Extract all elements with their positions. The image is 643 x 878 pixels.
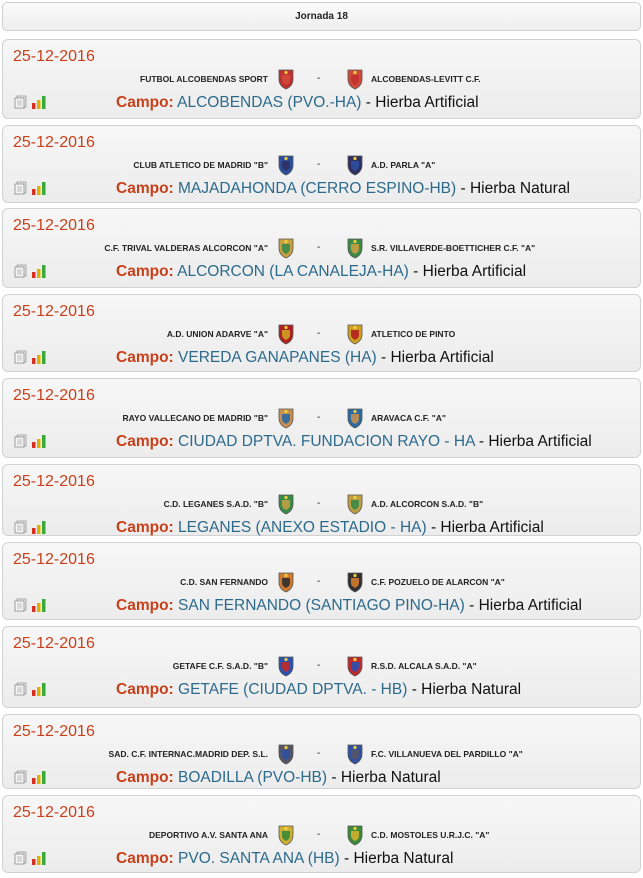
round-title: Jornada 18: [295, 11, 348, 22]
home-crest-icon: [276, 743, 296, 765]
venue-separator: -: [460, 180, 470, 197]
venue-label: Campo:: [116, 94, 174, 111]
versus-separator: -: [317, 748, 321, 759]
home-team-name[interactable]: CLUB ATLETICO DE MADRID "B": [133, 160, 268, 170]
bar-chart-icon: [31, 434, 47, 448]
venue-name[interactable]: MAJADAHONDA (CERRO ESPINO-HB): [178, 180, 457, 197]
home-crest-icon: [276, 68, 296, 90]
away-crest-icon: [345, 824, 365, 846]
venue-separator: -: [381, 349, 391, 366]
home-crest-icon: [276, 407, 296, 429]
venue-line: [116, 850, 453, 868]
match-card[interactable]: [2, 542, 641, 620]
match-date: 25-12-2016: [13, 134, 95, 151]
away-team-crest[interactable]: [345, 154, 365, 176]
document-icon: [14, 598, 28, 612]
away-team-crest[interactable]: [345, 323, 365, 345]
home-team-crest[interactable]: [276, 154, 296, 176]
versus-separator: -: [317, 328, 321, 339]
home-team-crest[interactable]: [276, 824, 296, 846]
bar-chart-icon: [31, 350, 47, 364]
home-crest-icon: [276, 237, 296, 259]
versus-separator: -: [317, 73, 321, 84]
match-date: 25-12-2016: [13, 217, 95, 234]
home-crest-icon: [276, 571, 296, 593]
match-actions: [14, 851, 50, 865]
match-date: 25-12-2016: [13, 303, 95, 320]
document-icon: [14, 181, 28, 195]
surface-type: Hierba Artificial: [390, 349, 494, 366]
match-teams: [3, 407, 642, 429]
match-card[interactable]: [2, 378, 641, 458]
away-crest-icon: [345, 655, 365, 677]
home-team-name[interactable]: C.D. SAN FERNANDO: [180, 577, 268, 587]
match-stats-icon[interactable]: [31, 851, 47, 865]
away-team-crest[interactable]: [345, 493, 365, 515]
match-card[interactable]: [2, 714, 641, 789]
venue-line: [116, 349, 494, 367]
venue-separator: -: [365, 94, 376, 111]
home-crest-icon: [276, 493, 296, 515]
away-team-name[interactable]: ATLETICO DE PINTO: [371, 329, 456, 339]
match-actions: [14, 682, 50, 696]
match-card[interactable]: [2, 39, 641, 119]
venue-label: Campo:: [116, 681, 174, 698]
home-team-crest[interactable]: [276, 68, 296, 90]
venue-label: Campo:: [116, 769, 174, 786]
match-report-icon[interactable]: [14, 520, 28, 534]
bar-chart-icon: [31, 682, 47, 696]
away-crest-icon: [345, 323, 365, 345]
away-team-name[interactable]: A.D. ALCORCON S.A.D. "B": [371, 499, 484, 509]
home-team-name[interactable]: FUTBOL ALCOBENDAS SPORT: [140, 74, 268, 84]
match-actions: [14, 770, 50, 784]
away-team-crest[interactable]: [345, 655, 365, 677]
venue-line: [116, 94, 479, 112]
home-crest-icon: [276, 655, 296, 677]
match-report-icon[interactable]: [14, 95, 28, 109]
home-team-name[interactable]: SAD. C.F. INTERNAC.MADRID DEP. S.L.: [108, 749, 268, 759]
venue-separator: -: [469, 597, 479, 614]
versus-separator: -: [317, 576, 321, 587]
home-team-crest[interactable]: [276, 743, 296, 765]
home-crest-icon: [276, 824, 296, 846]
venue-separator: -: [331, 769, 341, 786]
match-report-icon[interactable]: [14, 350, 28, 364]
venue-separator: -: [343, 850, 354, 867]
away-team-name[interactable]: R.S.D. ALCALA S.A.D. "A": [371, 661, 477, 671]
away-team-crest[interactable]: [345, 824, 365, 846]
venue-line: [116, 681, 521, 699]
venue-label: Campo:: [116, 433, 174, 450]
away-team-name[interactable]: F.C. VILLANUEVA DEL PARDILLO "A": [371, 749, 523, 759]
surface-type: Hierba Artificial: [478, 597, 582, 614]
match-report-icon[interactable]: [14, 682, 28, 696]
away-team-name[interactable]: ARAVACA C.F. "A": [371, 413, 446, 423]
match-teams: [3, 743, 642, 765]
venue-separator: -: [413, 263, 423, 280]
away-team-name[interactable]: A.D. PARLA "A": [371, 160, 436, 170]
versus-separator: -: [317, 660, 321, 671]
away-team-crest[interactable]: [345, 571, 365, 593]
match-report-icon[interactable]: [14, 434, 28, 448]
away-team-crest[interactable]: [345, 407, 365, 429]
match-actions: [14, 181, 50, 195]
venue-line: [116, 433, 592, 451]
match-date: 25-12-2016: [13, 48, 95, 65]
away-crest-icon: [345, 407, 365, 429]
bar-chart-icon: [31, 770, 47, 784]
venue-name[interactable]: VEREDA GANAPANES (HA): [178, 349, 377, 366]
match-teams: [3, 571, 642, 593]
document-icon: [14, 682, 28, 696]
home-team-name[interactable]: GETAFE C.F. S.A.D. "B": [172, 661, 268, 671]
home-team-name[interactable]: RAYO VALLECANO DE MADRID "B": [122, 413, 268, 423]
versus-separator: -: [317, 829, 321, 840]
match-card[interactable]: [2, 464, 641, 536]
match-card[interactable]: [2, 626, 641, 708]
home-team-crest[interactable]: [276, 655, 296, 677]
venue-name[interactable]: ALCORCON (LA CANALEJA-HA): [177, 263, 409, 280]
home-team-name[interactable]: C.D. LEGANES S.A.D. "B": [163, 499, 268, 509]
bar-chart-icon: [31, 598, 47, 612]
match-teams: [3, 323, 642, 345]
match-teams: [3, 154, 642, 176]
venue-name[interactable]: GETAFE (CIUDAD DPTVA. - HB): [178, 681, 408, 698]
document-icon: [14, 95, 28, 109]
away-team-crest[interactable]: [345, 68, 365, 90]
surface-type: Hierba Artificial: [422, 263, 527, 280]
home-team-crest[interactable]: [276, 571, 296, 593]
away-team-name[interactable]: S.R. VILLAVERDE-BOETTICHER C.F. "A": [371, 243, 536, 253]
match-teams: [3, 493, 642, 515]
bar-chart-icon: [31, 851, 47, 865]
match-teams: [3, 824, 642, 846]
match-actions: [14, 598, 50, 612]
match-card[interactable]: [2, 795, 641, 873]
venue-separator: -: [411, 681, 422, 698]
match-date: 25-12-2016: [13, 804, 95, 821]
venue-label: Campo:: [116, 349, 174, 366]
round-header: [2, 2, 641, 31]
match-stats-icon[interactable]: [31, 682, 47, 696]
match-stats-icon[interactable]: [31, 520, 47, 534]
match-stats-icon[interactable]: [31, 350, 47, 364]
match-stats-icon[interactable]: [31, 181, 47, 195]
venue-label: Campo:: [116, 263, 174, 280]
match-actions: [14, 520, 50, 534]
versus-separator: -: [317, 498, 321, 509]
surface-type: Hierba Natural: [469, 180, 570, 197]
venue-name[interactable]: BOADILLA (PVO-HB): [178, 769, 328, 786]
away-team-name[interactable]: ALCOBENDAS-LEVITT C.F.: [371, 74, 481, 84]
match-date: 25-12-2016: [13, 473, 95, 490]
match-date: 25-12-2016: [13, 723, 95, 740]
versus-separator: -: [317, 159, 321, 170]
surface-type: Hierba Artificial: [440, 519, 544, 536]
venue-name[interactable]: CIUDAD DPTVA. FUNDACION RAYO - HA: [178, 433, 475, 450]
home-crest-icon: [276, 323, 296, 345]
document-icon: [14, 350, 28, 364]
away-team-crest[interactable]: [345, 743, 365, 765]
match-report-icon[interactable]: [14, 851, 28, 865]
document-icon: [14, 770, 28, 784]
document-icon: [14, 851, 28, 865]
away-crest-icon: [345, 493, 365, 515]
match-stats-icon[interactable]: [31, 95, 47, 109]
venue-name[interactable]: SAN FERNANDO (SANTIAGO PINO-HA): [178, 597, 465, 614]
venue-label: Campo:: [116, 850, 174, 867]
document-icon: [14, 520, 28, 534]
match-stats-icon[interactable]: [31, 598, 47, 612]
venue-name[interactable]: LEGANES (ANEXO ESTADIO - HA): [178, 519, 427, 536]
venue-name[interactable]: PVO. SANTA ANA (HB): [178, 850, 340, 867]
home-team-name[interactable]: DEPORTIVO A.V. SANTA ANA: [148, 830, 268, 840]
versus-separator: -: [317, 412, 321, 423]
venue-line: [116, 519, 544, 537]
surface-type: Hierba Artificial: [488, 433, 592, 450]
surface-type: Hierba Natural: [421, 681, 522, 698]
home-crest-icon: [276, 154, 296, 176]
venue-line: [116, 769, 441, 787]
home-team-crest[interactable]: [276, 407, 296, 429]
bar-chart-icon: [31, 95, 47, 109]
home-team-crest[interactable]: [276, 323, 296, 345]
venue-label: Campo:: [116, 180, 174, 197]
away-crest-icon: [345, 743, 365, 765]
home-team-crest[interactable]: [276, 237, 296, 259]
match-report-icon[interactable]: [14, 598, 28, 612]
match-report-icon[interactable]: [14, 770, 28, 784]
match-date: 25-12-2016: [13, 551, 95, 568]
bar-chart-icon: [31, 181, 47, 195]
away-crest-icon: [345, 571, 365, 593]
match-teams: [3, 237, 642, 259]
match-teams: [3, 68, 642, 90]
away-team-name[interactable]: C.D. MOSTOLES U.R.J.C. "A": [371, 830, 490, 840]
surface-type: Hierba Natural: [353, 850, 454, 867]
match-card[interactable]: [2, 125, 641, 203]
home-team-name[interactable]: A.D. UNION ADARVE "A": [166, 329, 268, 339]
match-card[interactable]: [2, 208, 641, 288]
away-crest-icon: [345, 68, 365, 90]
match-report-icon[interactable]: [14, 264, 28, 278]
document-icon: [14, 434, 28, 448]
match-actions: [14, 434, 50, 448]
away-crest-icon: [345, 154, 365, 176]
venue-label: Campo:: [116, 597, 174, 614]
match-actions: [14, 264, 50, 278]
match-stats-icon[interactable]: [31, 434, 47, 448]
surface-type: Hierba Artificial: [375, 94, 479, 111]
document-icon: [14, 264, 28, 278]
match-stats-icon[interactable]: [31, 264, 47, 278]
venue-line: [116, 597, 582, 615]
venue-separator: -: [430, 519, 441, 536]
versus-separator: -: [317, 242, 321, 253]
venue-separator: -: [478, 433, 489, 450]
match-actions: [14, 95, 50, 109]
match-card[interactable]: [2, 294, 641, 372]
away-team-crest[interactable]: [345, 237, 365, 259]
match-date: 25-12-2016: [13, 635, 95, 652]
home-team-crest[interactable]: [276, 493, 296, 515]
bar-chart-icon: [31, 264, 47, 278]
surface-type: Hierba Natural: [340, 769, 441, 786]
venue-name[interactable]: ALCOBENDAS (PVO.-HA): [177, 94, 362, 111]
match-actions: [14, 350, 50, 364]
away-crest-icon: [345, 237, 365, 259]
venue-label: Campo:: [116, 519, 174, 536]
away-team-name[interactable]: C.F. POZUELO DE ALARCON "A": [371, 577, 505, 587]
venue-line: [116, 180, 570, 198]
match-report-icon[interactable]: [14, 181, 28, 195]
match-stats-icon[interactable]: [31, 770, 47, 784]
match-date: 25-12-2016: [13, 387, 95, 404]
bar-chart-icon: [31, 520, 47, 534]
venue-line: [116, 263, 526, 281]
match-teams: [3, 655, 642, 677]
home-team-name[interactable]: C.F. TRIVAL VALDERAS ALCORCON "A": [104, 243, 268, 253]
